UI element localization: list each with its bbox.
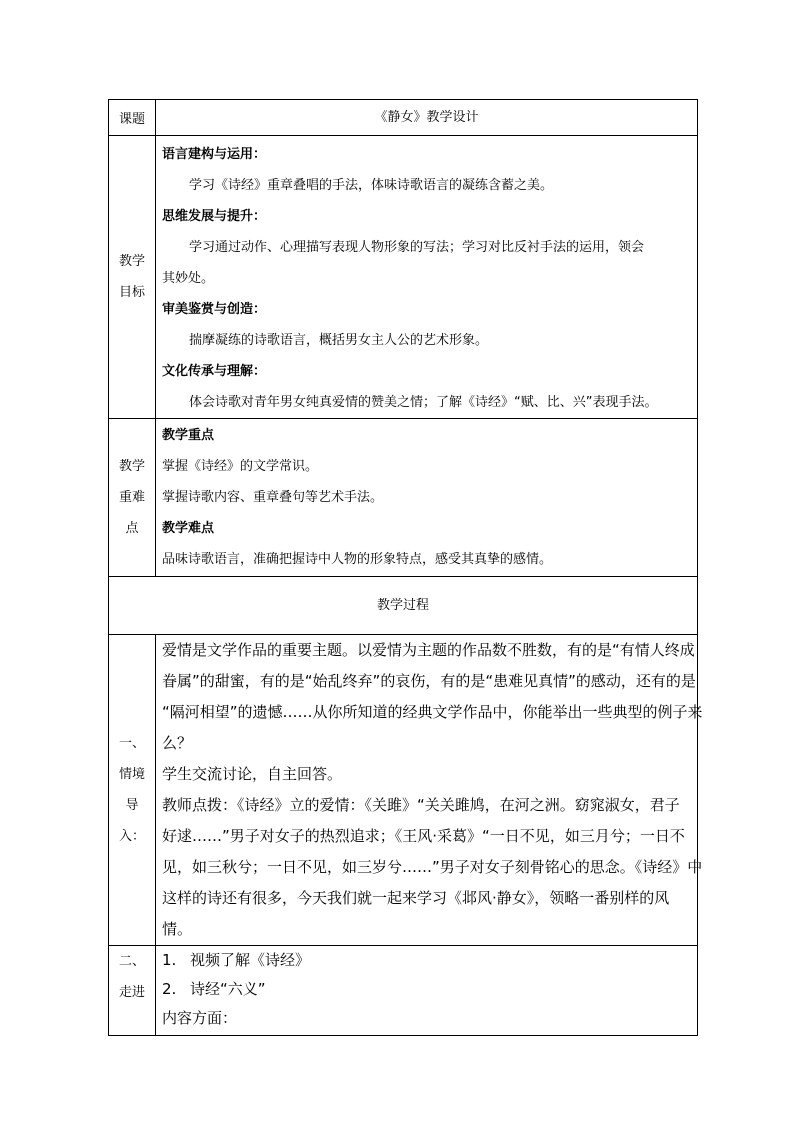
key-points-label-line: 教学 <box>118 459 145 474</box>
section1-content <box>156 635 703 946</box>
title-row-label <box>109 100 156 136</box>
section1-line: 教师点拨：《诗经》立的爱情：《关雎》“关关雎鸠，在河之洲。窈窕淑女，君子 <box>162 796 680 814</box>
section1-row <box>109 635 698 946</box>
section2-row <box>109 946 698 1036</box>
objective-heading: 语言建构与运用： <box>162 147 267 162</box>
section2-list-item <box>162 946 691 975</box>
section2-label <box>109 946 156 1036</box>
lesson-title: 《静女》教学设计 <box>374 110 479 125</box>
list-item-text: 诗经“六义” <box>190 980 266 998</box>
section2-label-line: 二、 <box>118 954 145 969</box>
section1-label-line: 入： <box>118 829 145 844</box>
key-points-content <box>156 419 698 577</box>
section1-line: 眷属”的甜蜜，有的是“始乱终弃”的哀伤，有的是“患难见真情”的感动，还有的是 <box>162 672 696 690</box>
objectives-label-line: 教学 <box>118 254 145 269</box>
objective-line: 学习《诗经》重章叠唱的手法，体味诗歌语言的凝练含蓄之美。 <box>189 178 554 193</box>
section2-list-item <box>162 975 691 1004</box>
section2-line: 内容方面： <box>162 1009 238 1027</box>
section1-label-line: 一、 <box>118 736 145 751</box>
section1-line: 学生交流讨论，自主回答。 <box>162 765 343 783</box>
objectives-label <box>109 136 156 419</box>
title-label-text: 课题 <box>118 112 145 127</box>
section1-line: 情。 <box>162 920 193 938</box>
section1-label <box>109 635 156 946</box>
lesson-plan-page <box>108 99 703 1036</box>
title-row <box>109 100 698 136</box>
section1-line: “隔河相望”的遗憾……从你所知道的经典文学作品中，你能举出一些典型的例子来 <box>162 703 703 721</box>
key-point-heading: 教学重点 <box>162 428 215 443</box>
key-points-label-line: 重难 <box>118 490 145 505</box>
section1-line: 见，如三秋兮；一日不见，如三岁兮……”男子对女子刻骨铭心的思念。《诗经》中 <box>162 858 703 876</box>
section1-label-line: 导 <box>125 798 139 813</box>
objective-line: 体会诗歌对青年男女纯真爱情的赞美之情；了解《诗经》“赋、比、兴”表现手法。 <box>189 395 658 410</box>
key-points-label <box>109 419 156 577</box>
list-item-text: 视频了解《诗经》 <box>190 951 311 969</box>
section1-line: 好逑……”男子对女子的热烈追求；《王风·采葛》“一日不见，如三月兮；一日不 <box>162 827 685 845</box>
section1-label-line: 情境 <box>118 767 145 782</box>
objectives-label-line: 目标 <box>118 285 145 300</box>
key-point-line: 掌握《诗经》的文学常识。 <box>162 459 319 474</box>
list-number: 1. <box>162 951 177 969</box>
process-header-cell <box>109 577 698 635</box>
objective-line: 学习通过动作、心理描写表现人物形象的写法；学习对比反衬手法的运用，领会 <box>189 240 645 255</box>
process-header: 教学过程 <box>376 598 429 613</box>
objectives-row <box>109 136 698 419</box>
key-point-line: 掌握诗歌内容、重章叠句等艺术手法。 <box>162 490 384 505</box>
list-number: 2. <box>162 980 177 998</box>
objective-heading: 审美鉴赏与创造： <box>162 302 267 317</box>
section1-line: 这样的诗还有很多，今天我们就一起来学习《邶风·静女》，领略一番别样的风 <box>162 889 670 907</box>
objective-line: 其妙处。 <box>162 271 215 286</box>
difficulty-line: 品味诗歌语言，准确把握诗中人物的形象特点，感受其真挚的感情。 <box>162 552 553 567</box>
objective-heading: 文化传承与理解： <box>162 364 267 379</box>
section2-label-line: 走进 <box>118 985 145 1000</box>
section1-line: 么？ <box>162 734 193 752</box>
objectives-content <box>156 136 698 419</box>
difficulty-heading: 教学难点 <box>162 521 215 536</box>
objective-heading: 思维发展与提升： <box>162 209 267 224</box>
objective-line: 揣摩凝练的诗歌语言，概括男女主人公的艺术形象。 <box>189 333 489 348</box>
title-cell <box>156 100 698 136</box>
section1-line: 爱情是文学作品的重要主题。以爱情为主题的作品数不胜数，有的是“有情人终成 <box>162 641 695 659</box>
key-points-label-line: 点 <box>125 521 139 536</box>
lesson-plan-table <box>108 99 703 1036</box>
key-points-row <box>109 419 698 577</box>
section2-content <box>156 946 698 1036</box>
process-header-row <box>109 577 698 635</box>
